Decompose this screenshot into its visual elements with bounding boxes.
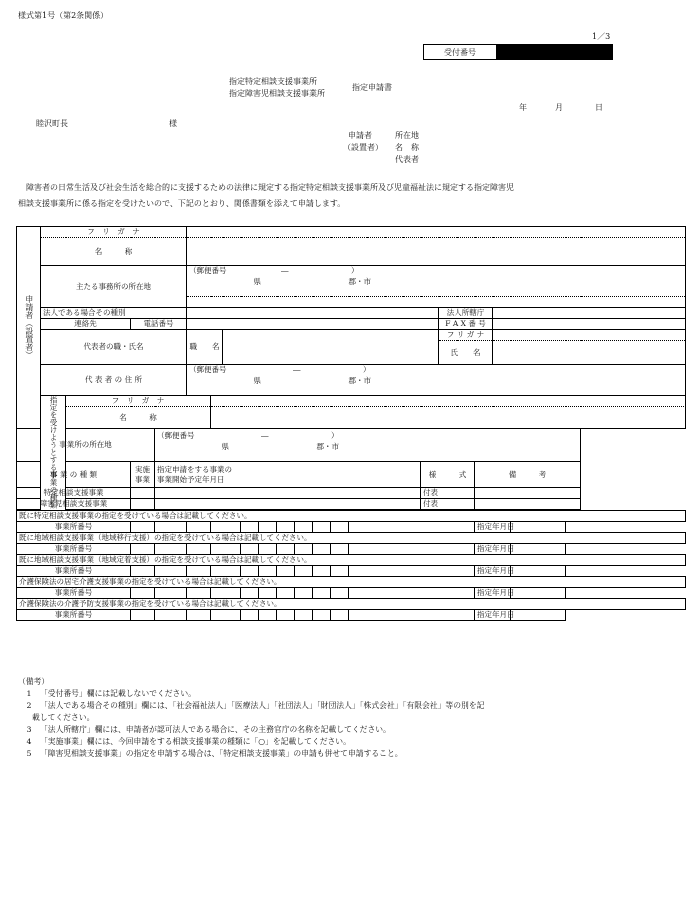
facility-name-field[interactable] [211, 407, 686, 429]
office-number-digit[interactable] [131, 610, 155, 621]
row-specific-appendix: 付表 [421, 488, 475, 499]
note-item: 載してください。 [32, 713, 95, 723]
note-item: 1 「受付番号」欄には記載しないでください。 [26, 689, 196, 699]
facility-furigana-label: フ リ ガ ナ [66, 396, 211, 407]
main-office-address-field[interactable]: 県 郡・市 [187, 277, 686, 287]
office-number-digit[interactable] [331, 522, 349, 533]
office-number-digit[interactable] [295, 566, 313, 577]
office-number-digit[interactable] [155, 588, 187, 599]
office-number-digit[interactable] [241, 544, 259, 555]
office-number-digit[interactable] [259, 544, 277, 555]
office-number-digit[interactable] [131, 588, 155, 599]
note-item: 5 「障害児相談支援事業」の指定を申請する場合は、「特定相談支援事業」の申請も併せて申請すること。 [26, 749, 403, 759]
row-child-start-date[interactable] [155, 499, 421, 510]
designation-date-field[interactable] [511, 522, 566, 533]
office-number-digit[interactable] [187, 610, 211, 621]
row-child-remarks[interactable] [475, 499, 581, 510]
facility-furigana-field[interactable] [211, 396, 686, 407]
phone-label: 電話番号 [131, 319, 187, 330]
header-address-label: 所在地 [395, 131, 419, 140]
remarks-label: 備 考 [475, 462, 581, 488]
header-representative-label: 代表者 [395, 155, 419, 164]
form-number: 様式第1号（第2条関係） [18, 11, 109, 20]
office-number-digit[interactable] [313, 544, 331, 555]
designation-date-field[interactable] [511, 544, 566, 555]
name-label: 名 称 [41, 238, 187, 266]
office-number-digit[interactable] [295, 588, 313, 599]
designation-date-field[interactable] [511, 566, 566, 577]
note-item: 4 「実施事業」欄には、今回申請をする相談支援事業の種類に「○」を記載してください。 [26, 737, 351, 747]
corp-type-label: 法人である場合その種別 [41, 308, 187, 319]
office-number-digit[interactable] [259, 588, 277, 599]
receipt-number-box [423, 44, 613, 60]
row-specific-implementation[interactable] [131, 488, 155, 499]
office-number-digit[interactable] [211, 522, 241, 533]
existing-transition-note: 既に地域相談支援事業（地域移行支援）の指定を受けている場合は記載してください。 [17, 533, 686, 544]
office-number-digit[interactable] [155, 610, 187, 621]
main-office-address-line[interactable] [187, 287, 686, 297]
office-number-label: 事業所番号 [17, 522, 131, 533]
start-date-label: 指定申請をする事業の 事業開始予定年月日 [155, 462, 421, 488]
office-number-spacer [349, 566, 475, 577]
office-number-digit[interactable] [211, 544, 241, 555]
date-month: 月 [555, 103, 563, 112]
notes-heading: （備考） [18, 677, 50, 686]
title-line-2: 指定障害児相談支援事業所 [229, 89, 325, 98]
rep-title-name-label: 代表者の職・氏名 [41, 330, 187, 365]
name-field[interactable] [187, 238, 686, 266]
office-number-label: 事業所番号 [17, 588, 131, 599]
contact-label: 連絡先 [41, 319, 131, 330]
corp-type-field[interactable] [187, 308, 439, 319]
office-number-digit[interactable] [313, 566, 331, 577]
applicant-sub-label: （設置者） [343, 143, 383, 152]
office-number-label: 事業所番号 [17, 610, 131, 621]
main-office-postal[interactable]: （郵便番号 ― ） [187, 266, 686, 277]
date-day: 日 [595, 103, 603, 112]
position-label: 職 名 [187, 330, 223, 365]
office-number-digit[interactable] [131, 544, 155, 555]
office-number-digit[interactable] [313, 588, 331, 599]
applicant-section-label: 申請者（設置者） [17, 227, 41, 429]
office-number-spacer [349, 522, 475, 533]
row-child-label: 障害児相談支援事業 [17, 499, 131, 510]
notes-section [18, 676, 618, 761]
note-item: 3 「法人所轄庁」欄には、申請者が認可法人である場合に、その主務官庁の名称を記載してください。 [26, 725, 391, 735]
designation-date-field[interactable] [511, 588, 566, 599]
existing-settlement-note: 既に地域相談支援事業（地域定着支援）の指定を受けている場合は記載してください。 [17, 555, 686, 566]
intro-text-line-1: 障害者の日常生活及び社会生活を総合的に支援するための法律に規定する指定特定相談支援事業所及び児童福祉法に規定する指定障害児 [26, 183, 514, 192]
office-number-digit[interactable] [331, 610, 349, 621]
designation-date-label: 指定年月日 [475, 588, 511, 599]
rep-address-line[interactable] [187, 386, 686, 396]
main-office-address-label: 主たる事務所の所在地 [41, 266, 187, 308]
office-number-digit[interactable] [187, 522, 211, 533]
office-number-digit[interactable] [313, 610, 331, 621]
fax-label: F A X 番 号 [439, 319, 493, 330]
receipt-number-field[interactable] [497, 45, 612, 59]
office-number-digit[interactable] [155, 522, 187, 533]
office-number-digit[interactable] [277, 544, 295, 555]
person-name-field[interactable] [493, 341, 686, 365]
office-number-spacer [349, 588, 475, 599]
facility-postal[interactable]: （郵便番号 ― ） [155, 429, 581, 442]
designation-date-label: 指定年月日 [475, 610, 511, 621]
office-number-digit[interactable] [295, 610, 313, 621]
receipt-number-label: 受付番号 [424, 45, 497, 59]
office-number-digit[interactable] [211, 566, 241, 577]
office-number-spacer [349, 610, 475, 621]
office-number-digit[interactable] [295, 522, 313, 533]
application-form-table [16, 226, 686, 621]
applicant-label: 申請者 [348, 131, 372, 140]
office-number-digit[interactable] [277, 610, 295, 621]
facility-section-label: 指定を受けようとする事業の種類 [41, 396, 66, 511]
office-number-digit[interactable] [211, 588, 241, 599]
office-number-label: 事業所番号 [17, 566, 131, 577]
position-field[interactable] [223, 330, 439, 365]
office-number-spacer [349, 544, 475, 555]
existing-prevention-note: 介護保険法の介護予防支援事業の指定を受けている場合は記載してください。 [17, 599, 686, 610]
rep-address-label: 代 表 者 の 住 所 [41, 365, 187, 396]
furigana-label: フ リ ガ ナ [41, 227, 187, 238]
date-year: 年 [519, 103, 527, 112]
furigana-field[interactable] [187, 227, 686, 238]
style-label: 様 式 [421, 462, 475, 488]
phone-field[interactable] [187, 319, 439, 330]
office-number-digit[interactable] [277, 522, 295, 533]
business-type-label: 事 業 の 種 類 [17, 462, 131, 488]
office-number-digit[interactable] [277, 566, 295, 577]
office-number-digit[interactable] [131, 566, 155, 577]
office-number-digit[interactable] [241, 522, 259, 533]
office-number-digit[interactable] [187, 588, 211, 599]
office-number-digit[interactable] [331, 588, 349, 599]
page-number: 1／3 [592, 32, 611, 41]
designation-date-label: 指定年月日 [475, 566, 511, 577]
main-office-address-line-2[interactable] [187, 297, 686, 308]
corp-authority-field[interactable] [493, 308, 686, 319]
office-number-digit[interactable] [241, 610, 259, 621]
designation-date-label: 指定年月日 [475, 544, 511, 555]
intro-text-line-2: 相談支援事業所に係る指定を受けたいので、下記のとおり、関係書類を添えて申請します。 [18, 199, 346, 208]
addressee: 睦沢町長 [36, 119, 68, 128]
facility-name-label: 名 称 [66, 407, 211, 429]
office-number-digit[interactable] [313, 522, 331, 533]
row-child-implementation[interactable] [131, 499, 155, 510]
office-number-digit[interactable] [331, 544, 349, 555]
rep-address-field[interactable]: 県 郡・市 [187, 376, 686, 386]
designation-date-field[interactable] [511, 610, 566, 621]
office-number-digit[interactable] [277, 588, 295, 599]
implementation-label: 実施 事業 [131, 462, 155, 488]
office-number-digit[interactable] [241, 566, 259, 577]
rep-furigana-field[interactable] [493, 330, 686, 341]
office-number-digit[interactable] [259, 566, 277, 577]
office-number-digit[interactable] [187, 566, 211, 577]
office-number-digit[interactable] [241, 588, 259, 599]
fax-field[interactable] [493, 319, 686, 330]
office-number-digit[interactable] [331, 566, 349, 577]
facility-address-label: 事業所の所在地 [17, 429, 155, 462]
office-number-digit[interactable] [155, 544, 187, 555]
designation-date-label: 指定年月日 [475, 522, 511, 533]
title-suffix: 指定申請書 [352, 83, 392, 92]
existing-home-care-note: 介護保険法の居宅介護支援事業の指定を受けている場合は記載してください。 [17, 577, 686, 588]
row-specific-remarks[interactable] [475, 488, 581, 499]
header-name-label: 名 称 [395, 143, 419, 152]
corp-authority-label: 法人所轄庁 [439, 308, 493, 319]
row-specific-label: 特定相談支援事業 [17, 488, 131, 499]
person-name-label: 氏 名 [439, 341, 493, 365]
office-number-digit[interactable] [131, 522, 155, 533]
office-number-label: 事業所番号 [17, 544, 131, 555]
office-number-digit[interactable] [259, 522, 277, 533]
row-specific-start-date[interactable] [155, 488, 421, 499]
addressee-honorific: 様 [169, 119, 177, 128]
office-number-digit[interactable] [295, 544, 313, 555]
office-number-digit[interactable] [211, 610, 241, 621]
title-line-1: 指定特定相談支援事業所 [229, 77, 317, 86]
office-number-digit[interactable] [259, 610, 277, 621]
note-item: 2 「法人である場合その種別」欄には、「社会福祉法人」「医療法人」「社団法人」「財団法人」「株式会社」「有限会社」等の別を記 [26, 701, 485, 711]
rep-furigana-label: フ リ ガ ナ [439, 330, 493, 341]
row-child-appendix: 付表 [421, 499, 475, 510]
office-number-digit[interactable] [187, 544, 211, 555]
existing-specific-note: 既に特定相談支援事業の指定を受けている場合は記載してください。 [17, 511, 686, 522]
rep-postal[interactable]: （郵便番号 ― ） [187, 365, 686, 376]
office-number-digit[interactable] [155, 566, 187, 577]
facility-address-field[interactable]: 県 郡・市 [155, 442, 581, 452]
facility-address-line[interactable] [155, 452, 581, 462]
